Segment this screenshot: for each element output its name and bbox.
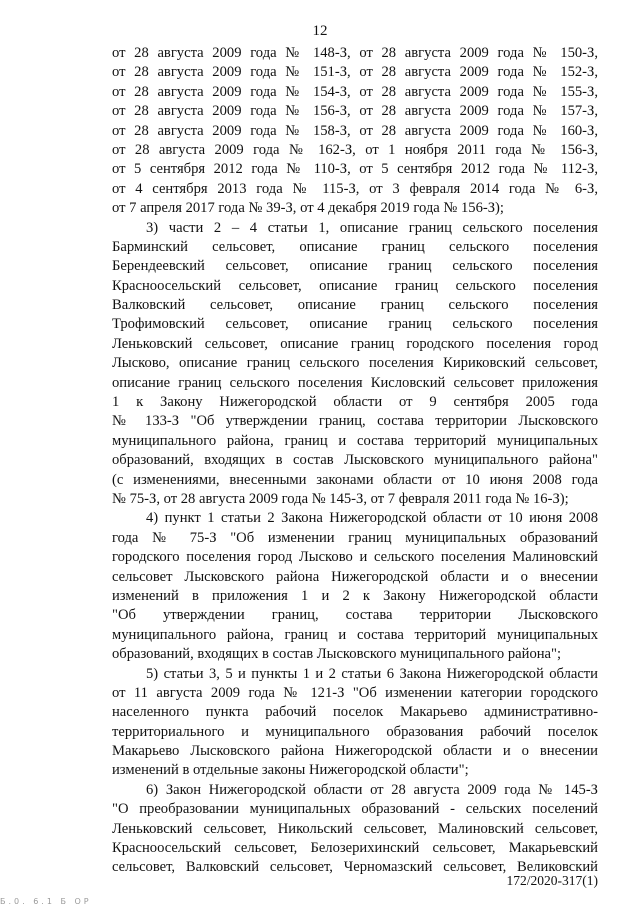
text-line: 3) части 2 – 4 статьи 1, описание границ сельского поселения (146, 219, 598, 236)
text-line: изменений в приложения 1 и 2 к Закону Нижегородской области (112, 587, 598, 604)
text-line: № 75-З, от 28 августа 2009 года № 145-З, от 7 февраля 2011 года № 16-З); (112, 490, 569, 507)
text-line: от 28 августа 2009 года № 148-З, от 28 августа 2009 года № 150-З, (112, 45, 598, 61)
text-line: Красноосельский сельсовет, Белозерихинский сельсовет, Макарьевский (112, 840, 598, 857)
text-line: "О преобразовании муниципальных образований - сельских поселений (112, 801, 598, 818)
text-line: от 28 августа 2009 года № 151-З, от 28 августа 2009 года № 152-З, (112, 64, 598, 81)
text-line: городского поселения город Лысково и сельского поселения Малиновский (112, 549, 598, 566)
text-line: сельсовет Лысковского района Нижегородской области и о внесении (112, 568, 598, 585)
document-code: 172/2020-317(1) (506, 873, 598, 888)
text-line: сельсовет, Валковский сельсовет, Черномазский сельсовет, Великовский (112, 859, 598, 876)
text-line: образований, входящих в состав Лысковского муниципального района"; (112, 646, 562, 663)
text-line: Макарьево Лысковского района Нижегородской области и о внесении (112, 743, 598, 760)
text-line: 5) статьи 3, 5 и пункты 1 и 2 статьи 6 Закона Нижегородской области (146, 665, 598, 682)
text-line: от 4 сентября 2013 года № 115-З, от 3 февраля 2014 года № 6-З, (112, 180, 598, 197)
text-line: Лысково, описание границ сельского поселения Кириковский сельсовет, (112, 355, 598, 372)
text-line: от 5 сентября 2012 года № 110-З, от 5 сентября 2012 года № 112-З, (112, 161, 598, 178)
text-line: населенного пункта рабочий поселок Макарьево административно- (112, 704, 598, 721)
text-line: муниципального района, границ и состава территорий муниципальных (112, 626, 598, 643)
text-line: территориального и муниципального образования рабочий поселок (112, 723, 598, 740)
text-line: 1 к Закону Нижегородской области от 9 сентября 2005 года (112, 394, 598, 411)
text-line: Трофимовский сельсовет, описание границ сельского поселения (112, 316, 598, 333)
text-line: Красноосельский сельсовет, описание границ сельского поселения (112, 277, 598, 294)
page-number: 12 (312, 23, 328, 39)
text-line: муниципального района, границ и состава территорий муниципальных (112, 432, 598, 449)
text-line: 4) пункт 1 статьи 2 Закона Нижегородской области от 10 июня 2008 (146, 510, 598, 527)
document-body (112, 44, 598, 878)
text-line: года № 75-З "Об изменении границ муниципальных образований (112, 529, 598, 546)
text-line: Барминский сельсовет, описание границ сельского поселения (112, 238, 598, 255)
text-line: от 7 апреля 2017 года № 39-З, от 4 декабря 2019 года № 156-З); (112, 200, 504, 217)
text-line: от 28 августа 2009 года № 162-З, от 1 ноября 2011 года № 156-З, (112, 141, 598, 158)
text-line: 6) Закон Нижегородской области от 28 августа 2009 года № 145-З (146, 781, 598, 798)
text-line: образований, входящих в состав Лысковского муниципального района" (112, 452, 598, 469)
text-line: (с изменениями, внесенными законами области от 10 июня 2008 года (112, 471, 598, 488)
text-line: Леньковский сельсовет, Никольский сельсовет, Малиновский сельсовет, (112, 820, 598, 837)
text-line: № 133-З "Об утверждении границ, состава территории Лысковского (112, 413, 598, 430)
text-line: описание границ сельского поселения Кисловский сельсовет приложения (112, 374, 598, 391)
text-line: от 28 августа 2009 года № 154-З, от 28 августа 2009 года № 155-З, (112, 83, 598, 100)
text-line: Леньковский сельсовет, описание границ городского поселения город (112, 335, 598, 352)
text-line: от 11 августа 2009 года № 121-З "Об изменении категории городского (112, 684, 598, 701)
text-line: изменений в отдельные законы Нижегородской области"; (112, 762, 469, 779)
text-line: от 28 августа 2009 года № 156-З, от 28 августа 2009 года № 157-З, (112, 103, 598, 120)
text-line: "Об утверждении границ, состава территории Лысковского (112, 607, 598, 624)
text-line: Берендеевский сельсовет, описание границ сельского поселения (112, 258, 598, 275)
text-line: от 28 августа 2009 года № 158-З, от 28 августа 2009 года № 160-З, (112, 122, 598, 139)
text-line: Валковский сельсовет, описание границ сельского поселения (112, 297, 598, 314)
scan-mark: Б.0. 6.1 Б ОР (0, 897, 92, 906)
